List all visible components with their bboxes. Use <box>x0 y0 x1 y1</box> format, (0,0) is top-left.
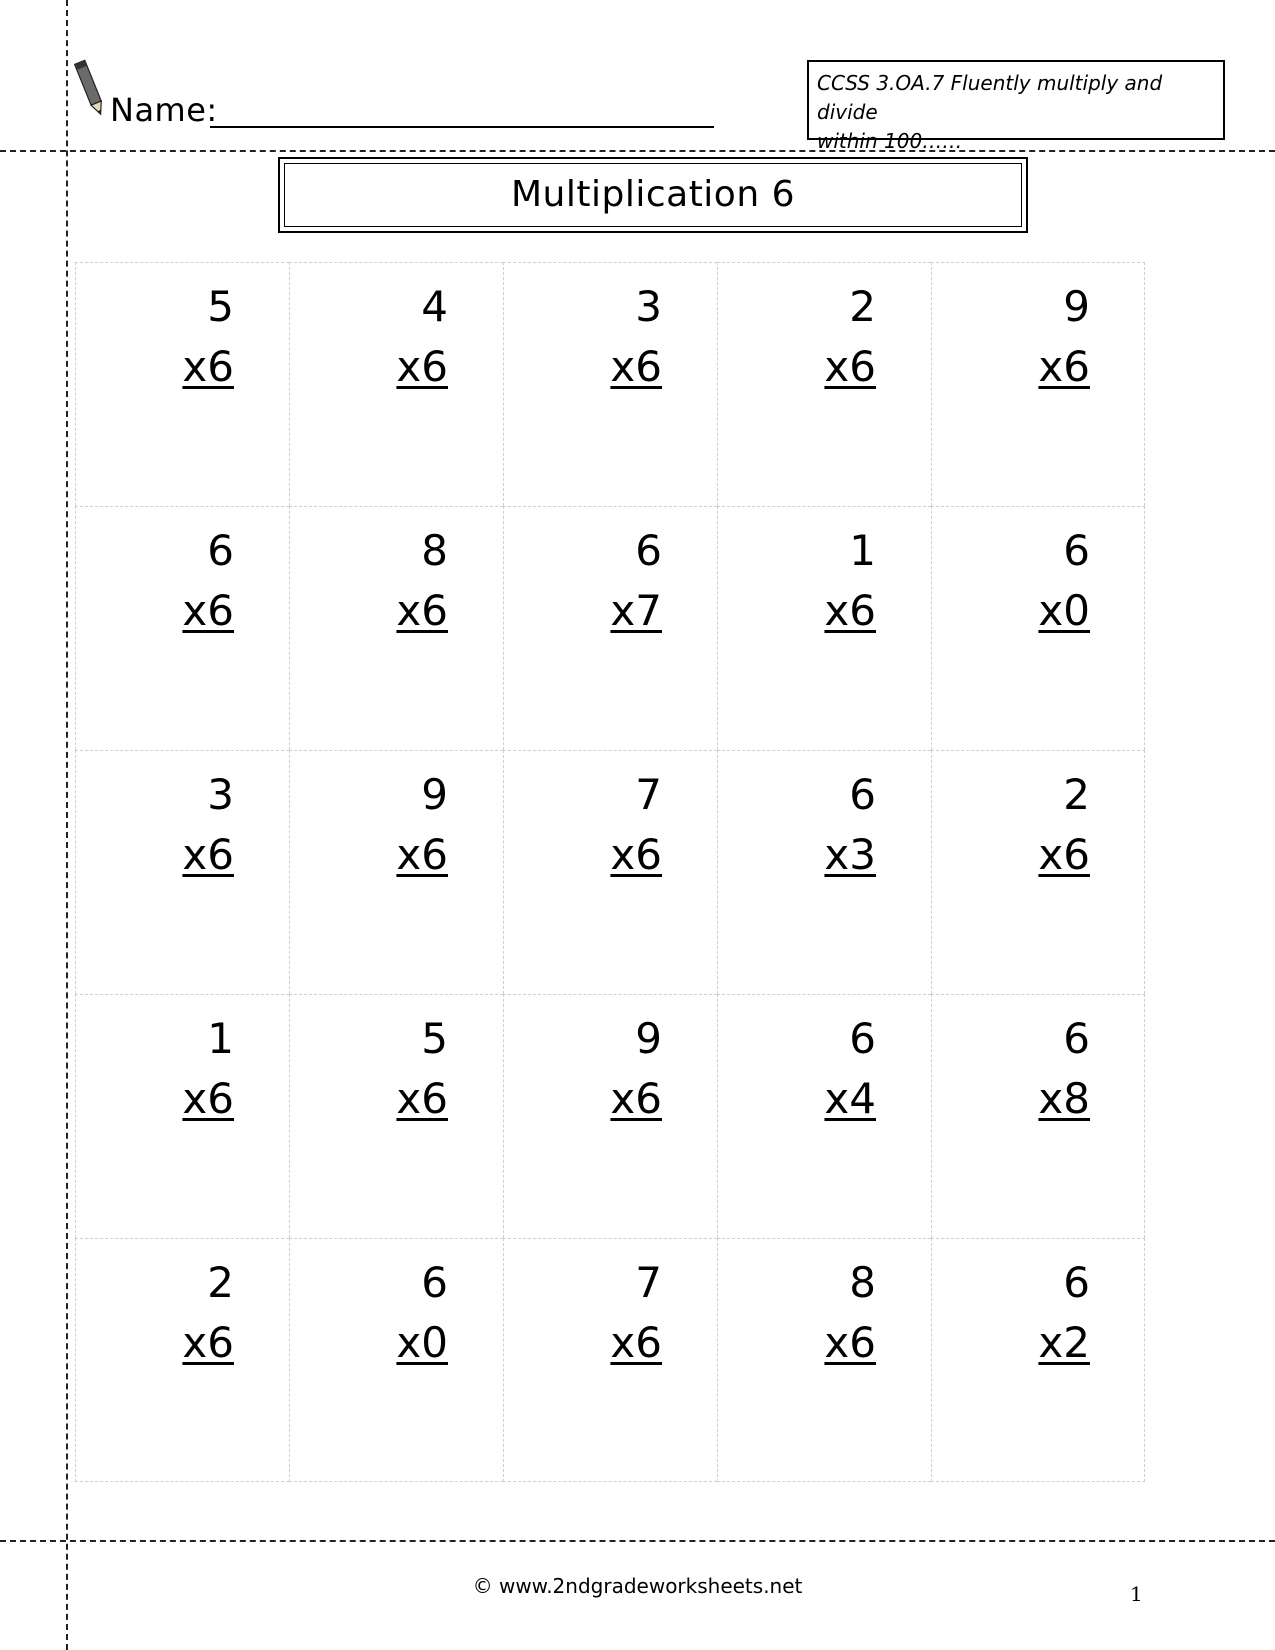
multiplicand: 6 <box>635 526 662 575</box>
multiplier: x6 <box>824 1318 876 1367</box>
problem-cell[interactable] <box>717 750 931 994</box>
multiplier: x6 <box>824 586 876 635</box>
multiplication-problem <box>1010 765 1090 885</box>
multiplication-problem <box>368 277 448 397</box>
problem-cell[interactable] <box>717 994 931 1238</box>
multiplier: x7 <box>610 586 662 635</box>
multiplier: x6 <box>396 1074 448 1123</box>
multiplication-problem <box>368 1009 448 1129</box>
multiplicand: 1 <box>849 526 876 575</box>
multiplier: x2 <box>1038 1318 1090 1367</box>
multiplicand: 2 <box>1063 770 1090 819</box>
problem-cell[interactable] <box>931 994 1145 1238</box>
problem-cell[interactable] <box>75 506 289 750</box>
multiplication-problem <box>1010 277 1090 397</box>
standard-line-1: CCSS 3.OA.7 Fluently multiply and divide <box>817 71 1163 124</box>
multiplicand: 3 <box>635 282 662 331</box>
multiplication-problem <box>368 1253 448 1373</box>
page-number: 1 <box>1130 1582 1143 1606</box>
multiplicand: 6 <box>207 526 234 575</box>
multiplicand: 5 <box>207 282 234 331</box>
problem-cell[interactable] <box>931 262 1145 506</box>
multiplicand: 1 <box>207 1014 234 1063</box>
problem-cell[interactable] <box>717 1238 931 1482</box>
multiplication-problem <box>154 765 234 885</box>
footer-divider <box>0 1540 1275 1542</box>
copyright-text: © www.2ndgradeworksheets.net <box>472 1574 803 1598</box>
multiplier: x6 <box>396 830 448 879</box>
multiplier: x0 <box>396 1318 448 1367</box>
multiplicand: 7 <box>635 770 662 819</box>
left-margin-guide <box>66 0 68 1650</box>
problem-cell[interactable] <box>289 262 503 506</box>
multiplicand: 6 <box>421 1258 448 1307</box>
multiplicand: 6 <box>1063 526 1090 575</box>
problem-cell[interactable] <box>931 1238 1145 1482</box>
multiplier: x3 <box>824 830 876 879</box>
multiplier: x6 <box>610 1318 662 1367</box>
pencil-icon <box>74 56 108 122</box>
multiplication-problem <box>154 1009 234 1129</box>
multiplier: x6 <box>182 586 234 635</box>
name-field[interactable] <box>210 126 714 128</box>
multiplication-problem <box>582 1009 662 1129</box>
multiplication-problem <box>796 765 876 885</box>
multiplier: x0 <box>1038 586 1090 635</box>
multiplicand: 6 <box>1063 1014 1090 1063</box>
multiplier: x6 <box>824 342 876 391</box>
multiplicand: 9 <box>421 770 448 819</box>
problem-cell[interactable] <box>289 1238 503 1482</box>
multiplication-problem <box>582 765 662 885</box>
multiplicand: 2 <box>849 282 876 331</box>
multiplicand: 7 <box>635 1258 662 1307</box>
multiplication-problem <box>582 277 662 397</box>
problem-cell[interactable] <box>75 994 289 1238</box>
problem-grid <box>75 262 1145 1482</box>
standards-box <box>807 60 1225 153</box>
multiplicand: 4 <box>421 282 448 331</box>
multiplication-problem <box>582 1253 662 1373</box>
multiplication-problem <box>796 277 876 397</box>
multiplication-problem <box>1010 1009 1090 1129</box>
multiplication-problem <box>154 1253 234 1373</box>
problem-cell[interactable] <box>931 750 1145 994</box>
multiplicand: 6 <box>849 770 876 819</box>
multiplier: x8 <box>1038 1074 1090 1123</box>
multiplication-problem <box>796 1009 876 1129</box>
standard-line-2: within 100…… <box>817 129 963 153</box>
multiplicand: 6 <box>1063 1258 1090 1307</box>
problem-cell[interactable] <box>75 262 289 506</box>
problem-cell[interactable] <box>717 506 931 750</box>
multiplier: x6 <box>610 830 662 879</box>
multiplier: x6 <box>610 342 662 391</box>
multiplier: x6 <box>396 342 448 391</box>
multiplicand: 2 <box>207 1258 234 1307</box>
multiplicand: 9 <box>635 1014 662 1063</box>
name-label: Name: <box>110 91 218 129</box>
title-box <box>278 157 1028 233</box>
page-title: Multiplication 6 <box>284 163 1022 227</box>
multiplier: x6 <box>182 1074 234 1123</box>
problem-cell[interactable] <box>289 994 503 1238</box>
problem-cell[interactable] <box>503 1238 717 1482</box>
problem-cell[interactable] <box>503 506 717 750</box>
problem-cell[interactable] <box>75 750 289 994</box>
multiplier: x6 <box>1038 830 1090 879</box>
problem-cell[interactable] <box>717 262 931 506</box>
multiplicand: 6 <box>849 1014 876 1063</box>
multiplier: x6 <box>182 342 234 391</box>
problem-cell[interactable] <box>75 1238 289 1482</box>
multiplication-problem <box>1010 521 1090 641</box>
multiplicand: 9 <box>1063 282 1090 331</box>
problem-cell[interactable] <box>289 506 503 750</box>
multiplier: x6 <box>182 1318 234 1367</box>
multiplicand: 8 <box>421 526 448 575</box>
multiplication-problem <box>368 765 448 885</box>
multiplier: x6 <box>396 586 448 635</box>
multiplication-problem <box>796 521 876 641</box>
multiplication-problem <box>582 521 662 641</box>
multiplication-problem <box>368 521 448 641</box>
problem-cell[interactable] <box>503 262 717 506</box>
problem-cell[interactable] <box>289 750 503 994</box>
multiplier: x6 <box>1038 342 1090 391</box>
multiplicand: 5 <box>421 1014 448 1063</box>
multiplier: x6 <box>182 830 234 879</box>
multiplicand: 3 <box>207 770 234 819</box>
problem-cell[interactable] <box>503 750 717 994</box>
problem-cell[interactable] <box>503 994 717 1238</box>
multiplication-problem <box>1010 1253 1090 1373</box>
multiplication-problem <box>154 277 234 397</box>
multiplicand: 8 <box>849 1258 876 1307</box>
multiplication-problem <box>796 1253 876 1373</box>
multiplication-problem <box>154 521 234 641</box>
multiplier: x6 <box>610 1074 662 1123</box>
multiplier: x4 <box>824 1074 876 1123</box>
problem-cell[interactable] <box>931 506 1145 750</box>
